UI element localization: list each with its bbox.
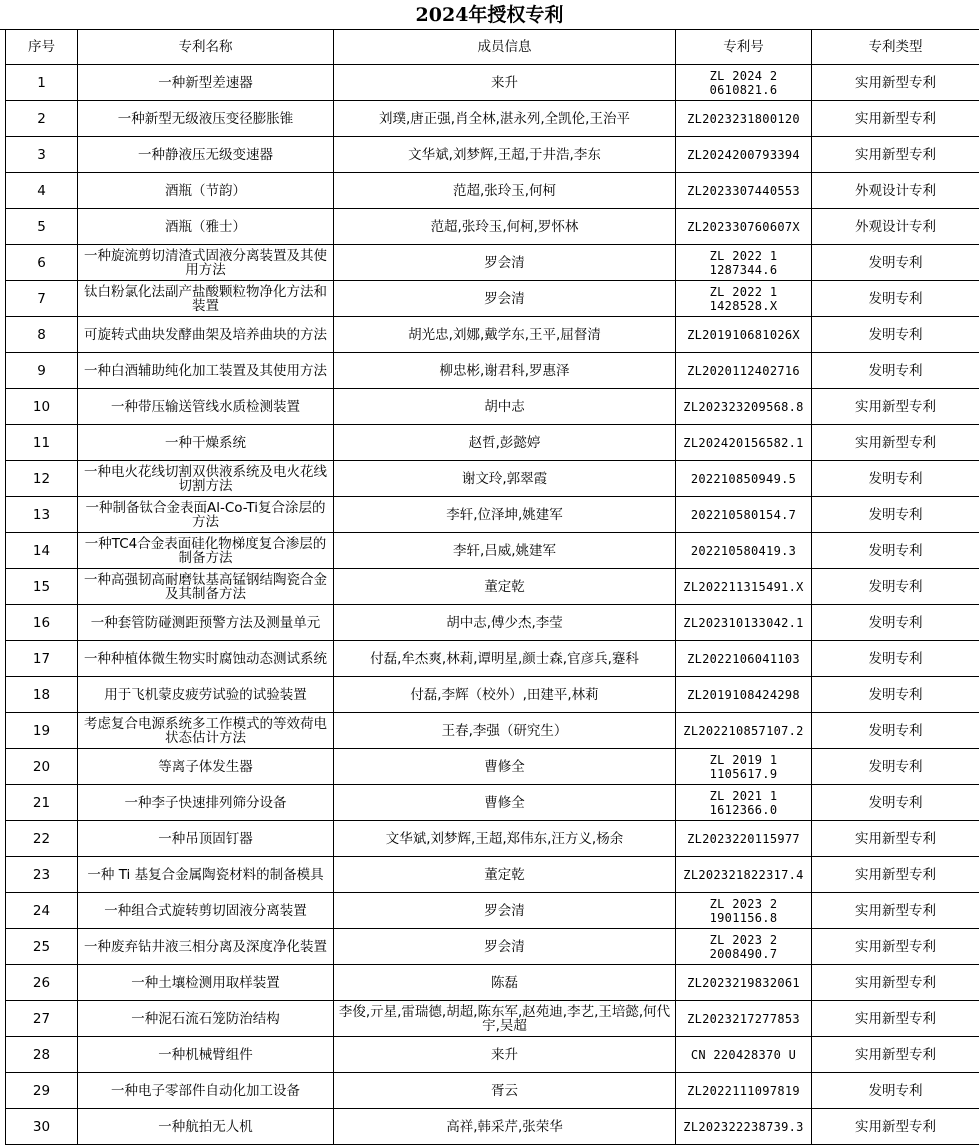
table-row — [6, 65, 979, 101]
cell-members[interactable]: 范超,张玲玉,何柯 — [334, 173, 676, 209]
cell-no[interactable]: 30 — [6, 1109, 78, 1145]
cell-type[interactable]: 发明专利 — [812, 713, 979, 749]
cell-patent-no[interactable]: ZL202420156582.1 — [676, 425, 812, 461]
header-no[interactable]: 序号 — [6, 30, 78, 65]
cell-no[interactable]: 7 — [6, 281, 78, 317]
patent-table — [5, 29, 979, 1145]
table-row — [6, 1001, 979, 1037]
table-row — [6, 1073, 979, 1109]
cell-patent-no[interactable]: ZL202210857107.2 — [676, 713, 812, 749]
cell-patent-no[interactable]: ZL2023220115977 — [676, 821, 812, 857]
cell-no[interactable]: 16 — [6, 605, 78, 641]
cell-type[interactable]: 发明专利 — [812, 353, 979, 389]
cell-patent-no[interactable]: ZL 2022 1 1287344.6 — [676, 245, 812, 281]
cell-no[interactable]: 10 — [6, 389, 78, 425]
table-row — [6, 713, 979, 749]
cell-no[interactable]: 4 — [6, 173, 78, 209]
cell-type[interactable]: 发明专利 — [812, 461, 979, 497]
cell-members[interactable]: 李轩,吕威,姚建军 — [334, 533, 676, 569]
table-row — [6, 641, 979, 677]
header-row — [6, 30, 979, 65]
cell-type[interactable]: 发明专利 — [812, 785, 979, 821]
cell-type[interactable]: 实用新型专利 — [812, 389, 979, 425]
table-row — [6, 785, 979, 821]
table-row — [6, 497, 979, 533]
cell-no[interactable]: 2 — [6, 101, 78, 137]
table-row — [6, 461, 979, 497]
table-row — [6, 209, 979, 245]
table-row — [6, 281, 979, 317]
cell-name[interactable]: 一种静液压无级变速器 — [78, 137, 334, 173]
table-row — [6, 101, 979, 137]
cell-name[interactable]: 考虑复合电源系统多工作模式的等效荷电状态估计方法 — [78, 713, 334, 749]
cell-patent-no[interactable]: ZL 2023 2 2008490.7 — [676, 929, 812, 965]
cell-no[interactable]: 19 — [6, 713, 78, 749]
cell-no[interactable]: 20 — [6, 749, 78, 785]
table-row — [6, 353, 979, 389]
cell-patent-no[interactable]: ZL2023307440553 — [676, 173, 812, 209]
cell-type[interactable]: 外观设计专利 — [812, 209, 979, 245]
cell-patent-no[interactable]: ZL 2024 2 0610821.6 — [676, 65, 812, 101]
cell-members[interactable]: 曹修全 — [334, 749, 676, 785]
cell-no[interactable]: 25 — [6, 929, 78, 965]
cell-members[interactable]: 柳忠彬,谢君科,罗惠泽 — [334, 353, 676, 389]
cell-name[interactable]: 一种机械臂组件 — [78, 1037, 334, 1073]
cell-name[interactable]: 一种李子快速排列筛分设备 — [78, 785, 334, 821]
cell-no[interactable]: 3 — [6, 137, 78, 173]
cell-name[interactable]: 一种废弃钻井液三相分离及深度净化装置 — [78, 929, 334, 965]
cell-members[interactable]: 范超,张玲玉,何柯,罗怀林 — [334, 209, 676, 245]
cell-type[interactable]: 发明专利 — [812, 569, 979, 605]
cell-no[interactable]: 18 — [6, 677, 78, 713]
cell-name[interactable]: 一种干燥系统 — [78, 425, 334, 461]
cell-type[interactable]: 实用新型专利 — [812, 1001, 979, 1037]
cell-type[interactable]: 实用新型专利 — [812, 857, 979, 893]
cell-type[interactable]: 实用新型专利 — [812, 65, 979, 101]
cell-members[interactable]: 罗会清 — [334, 929, 676, 965]
table-row — [6, 821, 979, 857]
cell-patent-no[interactable]: ZL2023219832061 — [676, 965, 812, 1001]
cell-patent-no[interactable]: CN 220428370 U — [676, 1037, 812, 1073]
table-row — [6, 317, 979, 353]
cell-patent-no[interactable]: ZL201910681026X — [676, 317, 812, 353]
cell-type[interactable]: 实用新型专利 — [812, 1037, 979, 1073]
cell-members[interactable]: 王春,李强（研究生） — [334, 713, 676, 749]
cell-patent-no[interactable]: 202210580419.3 — [676, 533, 812, 569]
table-row — [6, 929, 979, 965]
cell-no[interactable]: 15 — [6, 569, 78, 605]
cell-members[interactable]: 来升 — [334, 1037, 676, 1073]
cell-name[interactable]: 一种电火花线切割双供液系统及电火花线切割方法 — [78, 461, 334, 497]
header-patent-no[interactable]: 专利号 — [676, 30, 812, 65]
cell-patent-no[interactable]: 202210850949.5 — [676, 461, 812, 497]
table-row — [6, 605, 979, 641]
cell-name[interactable]: 钛白粉氯化法副产盐酸颗粒物净化方法和装置 — [78, 281, 334, 317]
cell-type[interactable]: 发明专利 — [812, 497, 979, 533]
cell-name[interactable]: 一种制备钛合金表面Al-Co-Ti复合涂层的方法 — [78, 497, 334, 533]
table-row — [6, 749, 979, 785]
cell-name[interactable]: 用于飞机蒙皮疲劳试验的试验装置 — [78, 677, 334, 713]
cell-patent-no[interactable]: ZL2022106041103 — [676, 641, 812, 677]
cell-members[interactable]: 胡中志 — [334, 389, 676, 425]
cell-no[interactable]: 13 — [6, 497, 78, 533]
table-row — [6, 893, 979, 929]
cell-members[interactable]: 李轩,位泽坤,姚建军 — [334, 497, 676, 533]
cell-type[interactable]: 发明专利 — [812, 281, 979, 317]
cell-members[interactable]: 董定乾 — [334, 857, 676, 893]
table-row — [6, 965, 979, 1001]
header-name[interactable]: 专利名称 — [78, 30, 334, 65]
cell-patent-no[interactable]: ZL202322238739.3 — [676, 1109, 812, 1145]
cell-patent-no[interactable]: ZL 2021 1 1612366.0 — [676, 785, 812, 821]
cell-name[interactable]: 一种种植体微生物实时腐蚀动态测试系统 — [78, 641, 334, 677]
cell-members[interactable]: 刘璞,唐正强,肖全林,湛永列,全凯伦,王治平 — [334, 101, 676, 137]
cell-type[interactable]: 实用新型专利 — [812, 965, 979, 1001]
table-row — [6, 677, 979, 713]
cell-type[interactable]: 发明专利 — [812, 533, 979, 569]
cell-members[interactable]: 董定乾 — [334, 569, 676, 605]
cell-type[interactable]: 发明专利 — [812, 605, 979, 641]
cell-patent-no[interactable]: ZL2019108424298 — [676, 677, 812, 713]
cell-patent-no[interactable]: ZL2022111097819 — [676, 1073, 812, 1109]
cell-name[interactable]: 一种土壤检测用取样装置 — [78, 965, 334, 1001]
cell-name[interactable]: 等离子体发生器 — [78, 749, 334, 785]
cell-patent-no[interactable]: 202210580154.7 — [676, 497, 812, 533]
cell-name[interactable]: 一种泥石流石笼防治结构 — [78, 1001, 334, 1037]
cell-name[interactable]: 一种 Ti 基复合金属陶瓷材料的制备模具 — [78, 857, 334, 893]
cell-type[interactable]: 发明专利 — [812, 677, 979, 713]
cell-members[interactable]: 罗会清 — [334, 245, 676, 281]
cell-members[interactable]: 文华斌,刘梦辉,王超,于井浩,李东 — [334, 137, 676, 173]
cell-name[interactable]: 可旋转式曲块发酵曲架及培养曲块的方法 — [78, 317, 334, 353]
cell-members[interactable]: 胡中志,傅少杰,李莹 — [334, 605, 676, 641]
cell-name[interactable]: 一种航拍无人机 — [78, 1109, 334, 1145]
table-row — [6, 1109, 979, 1145]
table-row — [6, 425, 979, 461]
cell-no[interactable]: 14 — [6, 533, 78, 569]
cell-members[interactable]: 李俊,亓星,雷瑞德,胡超,陈东军,赵苑迪,李艺,王培懿,何代宇,吴超 — [334, 1001, 676, 1037]
cell-name[interactable]: 一种组合式旋转剪切固液分离装置 — [78, 893, 334, 929]
cell-no[interactable]: 23 — [6, 857, 78, 893]
cell-type[interactable]: 实用新型专利 — [812, 425, 979, 461]
cell-patent-no[interactable]: ZL 2022 1 1428528.X — [676, 281, 812, 317]
cell-patent-no[interactable]: ZL2024200793394 — [676, 137, 812, 173]
cell-patent-no[interactable]: ZL2020112402716 — [676, 353, 812, 389]
cell-type[interactable]: 发明专利 — [812, 749, 979, 785]
cell-type[interactable]: 实用新型专利 — [812, 1109, 979, 1145]
cell-members[interactable]: 高祥,韩采芹,张荣华 — [334, 1109, 676, 1145]
cell-patent-no[interactable]: ZL202310133042.1 — [676, 605, 812, 641]
cell-members[interactable]: 陈磊 — [334, 965, 676, 1001]
cell-patent-no[interactable]: ZL 2023 2 1901156.8 — [676, 893, 812, 929]
cell-name[interactable]: 一种套管防碰测距预警方法及测量单元 — [78, 605, 334, 641]
cell-name[interactable]: 一种吊顶固钉器 — [78, 821, 334, 857]
cell-name[interactable]: 一种旋流剪切清渣式固液分离装置及其使用方法 — [78, 245, 334, 281]
header-type[interactable]: 专利类型 — [812, 30, 979, 65]
table-row — [6, 173, 979, 209]
header-members[interactable]: 成员信息 — [334, 30, 676, 65]
cell-type[interactable]: 发明专利 — [812, 245, 979, 281]
cell-members[interactable]: 胡光忠,刘娜,戴学东,王平,屈督清 — [334, 317, 676, 353]
cell-members[interactable]: 文华斌,刘梦辉,王超,郑伟东,汪方义,杨余 — [334, 821, 676, 857]
cell-name[interactable]: 酒瓶（雅士） — [78, 209, 334, 245]
cell-members[interactable]: 来升 — [334, 65, 676, 101]
cell-members[interactable]: 胥云 — [334, 1073, 676, 1109]
cell-no[interactable]: 9 — [6, 353, 78, 389]
table-row — [6, 569, 979, 605]
cell-no[interactable]: 17 — [6, 641, 78, 677]
cell-type[interactable]: 实用新型专利 — [812, 101, 979, 137]
cell-no[interactable]: 22 — [6, 821, 78, 857]
cell-name[interactable]: 一种白酒辅助纯化加工装置及其使用方法 — [78, 353, 334, 389]
cell-name[interactable]: 一种电子零部件自动化加工设备 — [78, 1073, 334, 1109]
cell-name[interactable]: 一种TC4合金表面硅化物梯度复合渗层的制备方法 — [78, 533, 334, 569]
cell-no[interactable]: 12 — [6, 461, 78, 497]
cell-no[interactable]: 29 — [6, 1073, 78, 1109]
cell-members[interactable]: 赵哲,彭懿婷 — [334, 425, 676, 461]
cell-type[interactable]: 实用新型专利 — [812, 821, 979, 857]
sheet-title: 2024年授权专利 — [0, 0, 979, 30]
cell-patent-no[interactable]: ZL202321822317.4 — [676, 857, 812, 893]
cell-no[interactable]: 11 — [6, 425, 78, 461]
table-row — [6, 245, 979, 281]
cell-type[interactable]: 发明专利 — [812, 1073, 979, 1109]
cell-no[interactable]: 5 — [6, 209, 78, 245]
cell-patent-no[interactable]: ZL2023231800120 — [676, 101, 812, 137]
table-row — [6, 137, 979, 173]
cell-name[interactable]: 一种新型差速器 — [78, 65, 334, 101]
cell-no[interactable]: 27 — [6, 1001, 78, 1037]
cell-no[interactable]: 6 — [6, 245, 78, 281]
cell-no[interactable]: 1 — [6, 65, 78, 101]
cell-members[interactable]: 罗会清 — [334, 281, 676, 317]
cell-type[interactable]: 实用新型专利 — [812, 893, 979, 929]
cell-patent-no[interactable]: ZL2023217277853 — [676, 1001, 812, 1037]
cell-members[interactable]: 付磊,牟杰爽,林莉,谭明星,颜士森,官彦兵,蹇科 — [334, 641, 676, 677]
cell-name[interactable]: 一种带压输送管线水质检测装置 — [78, 389, 334, 425]
cell-patent-no[interactable]: ZL202211315491.X — [676, 569, 812, 605]
cell-members[interactable]: 罗会清 — [334, 893, 676, 929]
cell-patent-no[interactable]: ZL202330760607X — [676, 209, 812, 245]
cell-type[interactable]: 实用新型专利 — [812, 929, 979, 965]
cell-members[interactable]: 曹修全 — [334, 785, 676, 821]
table-row — [6, 389, 979, 425]
cell-type[interactable]: 外观设计专利 — [812, 173, 979, 209]
cell-name[interactable]: 一种高强韧高耐磨钛基高锰钢结陶瓷合金及其制备方法 — [78, 569, 334, 605]
table-row — [6, 533, 979, 569]
table-row — [6, 857, 979, 893]
cell-no[interactable]: 8 — [6, 317, 78, 353]
cell-no[interactable]: 26 — [6, 965, 78, 1001]
cell-no[interactable]: 28 — [6, 1037, 78, 1073]
cell-type[interactable]: 发明专利 — [812, 317, 979, 353]
cell-type[interactable]: 实用新型专利 — [812, 137, 979, 173]
cell-name[interactable]: 酒瓶（节韵） — [78, 173, 334, 209]
cell-no[interactable]: 24 — [6, 893, 78, 929]
cell-members[interactable]: 谢文玲,郭翠霞 — [334, 461, 676, 497]
cell-no[interactable]: 21 — [6, 785, 78, 821]
cell-members[interactable]: 付磊,李辉（校外）,田建平,林莉 — [334, 677, 676, 713]
cell-patent-no[interactable]: ZL 2019 1 1105617.9 — [676, 749, 812, 785]
cell-name[interactable]: 一种新型无级液压变径膨胀锥 — [78, 101, 334, 137]
cell-type[interactable]: 发明专利 — [812, 641, 979, 677]
table-row — [6, 1037, 979, 1073]
cell-patent-no[interactable]: ZL202323209568.8 — [676, 389, 812, 425]
